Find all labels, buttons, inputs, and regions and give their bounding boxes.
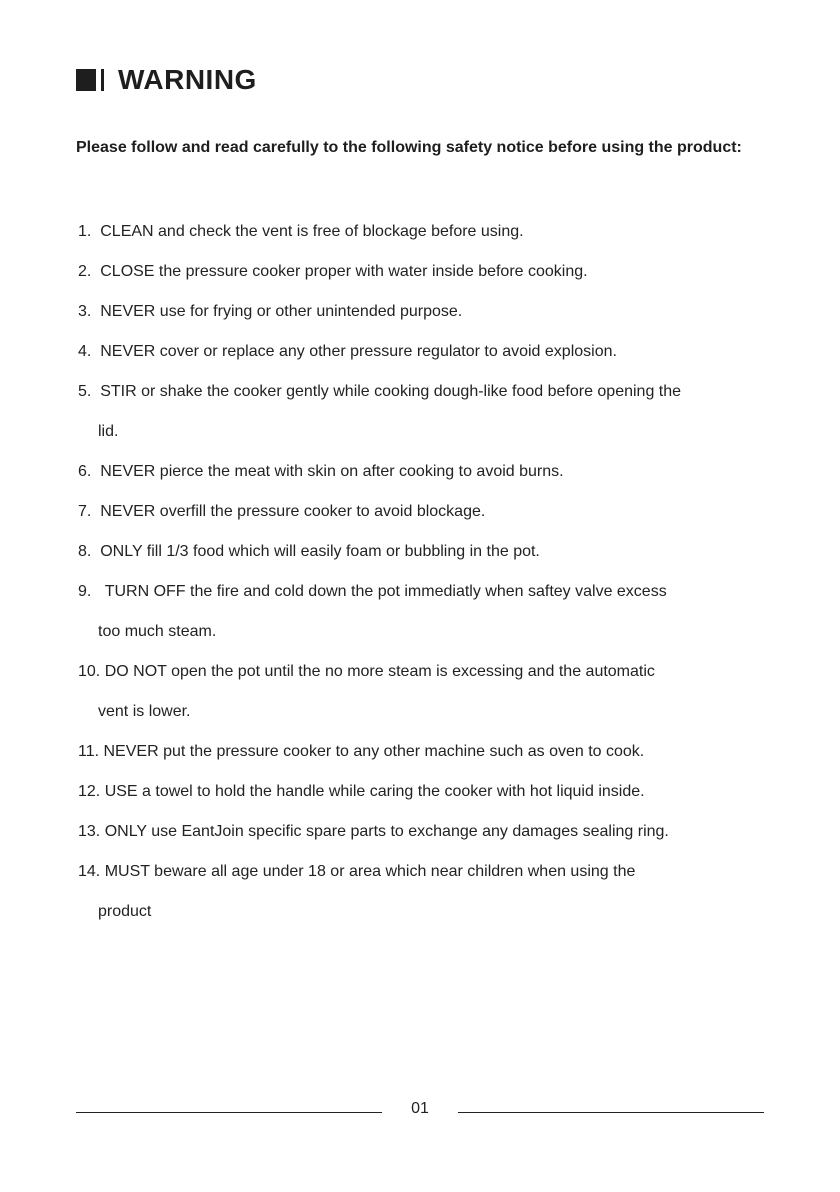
list-item-text (100, 332, 778, 372)
list-item-continuation (78, 692, 778, 732)
list-item (78, 252, 778, 292)
list-item-text (105, 772, 778, 812)
warning-heading (76, 64, 257, 96)
list-item-text (104, 732, 779, 772)
list-item (78, 732, 778, 772)
list-item-number: 8. (78, 543, 101, 560)
list-item-continuation (78, 612, 778, 652)
list-item-main-text: ONLY use EantJoin specific spare parts to exchange any damages sealing ring. (104, 823, 669, 840)
list-item-number: 14. (78, 863, 105, 880)
list-item-text (105, 812, 778, 852)
list-item (78, 292, 778, 332)
list-item-number: 4. (78, 343, 101, 360)
page-number: 01 (411, 1100, 429, 1117)
list-item-main-text: USE a towel to hold the handle while caring the cooker with hot liquid inside. (104, 783, 645, 800)
list-item-text (100, 252, 778, 292)
list-item-continuation (78, 412, 778, 452)
warning-square-icon (76, 69, 96, 91)
list-item-text (100, 532, 778, 572)
list-item (78, 772, 778, 812)
list-item-number: 5. (78, 383, 101, 400)
list-item-main-text: NEVER pierce the meat with skin on after cooking to avoid burns. (100, 463, 564, 480)
list-item-number: 1. (78, 223, 101, 240)
list-item-text (100, 212, 778, 252)
list-item-number: 3. (78, 303, 101, 320)
warning-bar-icon (101, 69, 104, 91)
list-item-number: 9. (78, 583, 105, 600)
page-title: WARNING (118, 64, 257, 95)
list-item-main-text: ONLY fill 1/3 food which will easily foam or bubbling in the pot. (100, 543, 540, 560)
footer-rule-right (458, 1112, 764, 1113)
list-item (78, 532, 778, 572)
list-item-continuation-text: lid. (98, 423, 119, 440)
list-item-number: 2. (78, 263, 101, 280)
list-item-main-text: NEVER use for frying or other unintended purpose. (100, 303, 463, 320)
list-item-text (100, 292, 778, 332)
list-item-main-text: NEVER put the pressure cooker to any other machine such as oven to cook. (103, 743, 645, 760)
list-item-text (100, 452, 778, 492)
list-item-number: 12. (78, 783, 105, 800)
list-item-main-text: NEVER overfill the pressure cooker to avoid blockage. (100, 503, 486, 520)
safety-list (78, 212, 778, 932)
list-item (78, 372, 778, 412)
list-item-main-text: TURN OFF the fire and cold down the pot immediatly when saftey valve excess (104, 583, 667, 600)
list-item (78, 212, 778, 252)
list-item-main-text: CLEAN and check the vent is free of blockage before using. (100, 223, 524, 240)
list-item-number: 10. (78, 663, 105, 680)
list-item (78, 492, 778, 532)
list-item-continuation (78, 892, 778, 932)
list-item-main-text: STIR or shake the cooker gently while cooking dough-like food before opening the (100, 383, 682, 400)
list-item-main-text: CLOSE the pressure cooker proper with water inside before cooking. (100, 263, 588, 280)
list-item (78, 332, 778, 372)
list-item-continuation-text: too much steam. (98, 623, 217, 640)
list-item-continuation-text: product (98, 903, 152, 920)
list-item-continuation-text: vent is lower. (98, 703, 191, 720)
list-item-main-text: MUST beware all age under 18 or area which near children when using the (104, 863, 636, 880)
intro-text: Please follow and read carefully to the following safety notice before using the product: (76, 139, 742, 156)
list-item-number: 6. (78, 463, 101, 480)
list-item-text (105, 852, 778, 892)
list-item-text (100, 492, 778, 532)
list-item (78, 452, 778, 492)
list-item-number: 13. (78, 823, 105, 840)
list-item-main-text: DO NOT open the pot until the no more steam is excessing and the automatic (104, 663, 655, 680)
list-item-number: 7. (78, 503, 101, 520)
page-footer (76, 1098, 764, 1128)
list-item-text (105, 572, 778, 612)
list-item-number: 11. (78, 743, 104, 760)
list-item (78, 812, 778, 852)
list-item-main-text: NEVER cover or replace any other pressure regulator to avoid explosion. (100, 343, 617, 360)
list-item (78, 652, 778, 692)
list-item (78, 852, 778, 892)
list-item (78, 572, 778, 612)
list-item-text (100, 372, 778, 412)
list-item-text (105, 652, 778, 692)
